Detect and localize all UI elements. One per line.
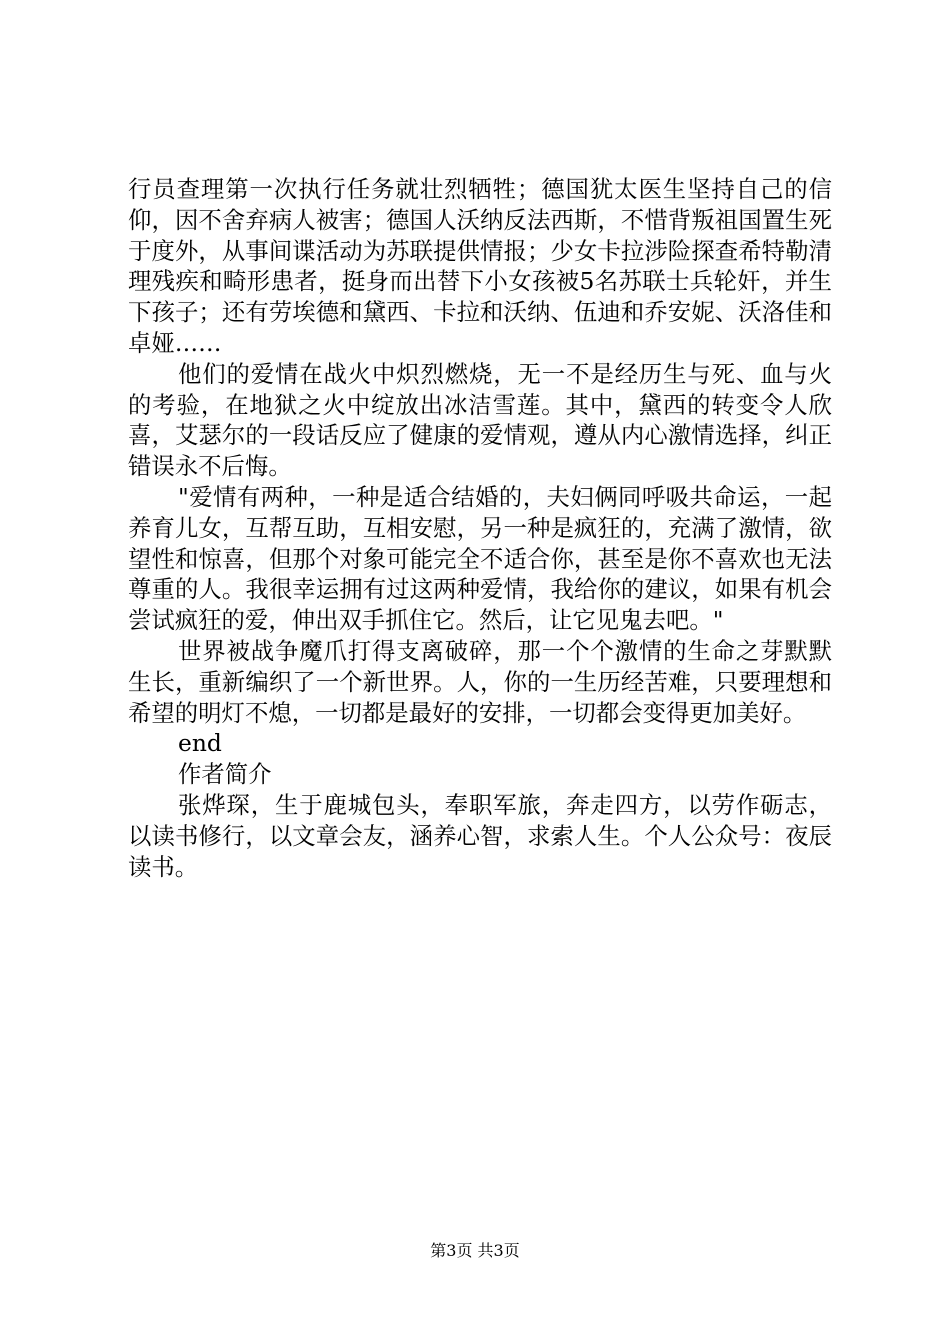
document-body: [128, 174, 832, 882]
end-mark: end: [178, 729, 222, 758]
author-bio: 张烨琛，生于鹿城包头，奉职军旅，奔走四方，以劳作砺志，以读书修行，以文章会友，涵养心智，求索人生。个人公众号：夜辰读书。: [128, 790, 832, 881]
page-footer: 第3页 共3页: [430, 1241, 520, 1260]
paragraph-love-in-war: 他们的爱情在战火中炽烈燃烧，无一不是经历生与死、血与火的考验，在地狱之火中绽放出冰洁雪莲。其中，黛西的转变令人欣喜，艾瑟尔的一段话反应了健康的爱情观，遵从内心激情选择，纠正错误永不后悔。: [128, 359, 832, 481]
paragraph-quote: "爱情有两种，一种是适合结婚的，夫妇俩同呼吸共命运，一起养育儿女，互帮互助，互相安慰，另一种是疯狂的，充满了激情，欲望性和惊喜，但那个对象可能完全不适合你，甚至是你不喜欢也无法尊重的人。我很幸运拥有过这两种爱情，我给你的建议，如果有机会尝试疯狂的爱，伸出双手抓住它。然后，让它见鬼去吧。": [128, 482, 832, 635]
paragraph-new-world: 世界被战争魔爪打得支离破碎，那一个个激情的生命之芽默默生长，重新编织了一个新世界。人，你的一生历经苦难，只要理想和希望的明灯不熄，一切都是最好的安排，一切都会变得更加美好。: [128, 636, 832, 727]
author-heading: 作者简介: [178, 760, 272, 789]
paragraph-continued: 行员查理第一次执行任务就壮烈牺牲；德国犹太医生坚持自己的信仰，因不舍弃病人被害；德国人沃纳反法西斯，不惜背叛祖国置生死于度外，从事间谍活动为苏联提供情报；少女卡拉涉险探查希特勒清理残疾和畸形患者，挺身而出替下小女孩被5名苏联士兵轮奸，并生下孩子；还有劳埃德和黛西、卡拉和沃纳、伍迪和乔安妮、沃洛佳和卓娅……: [128, 175, 832, 357]
